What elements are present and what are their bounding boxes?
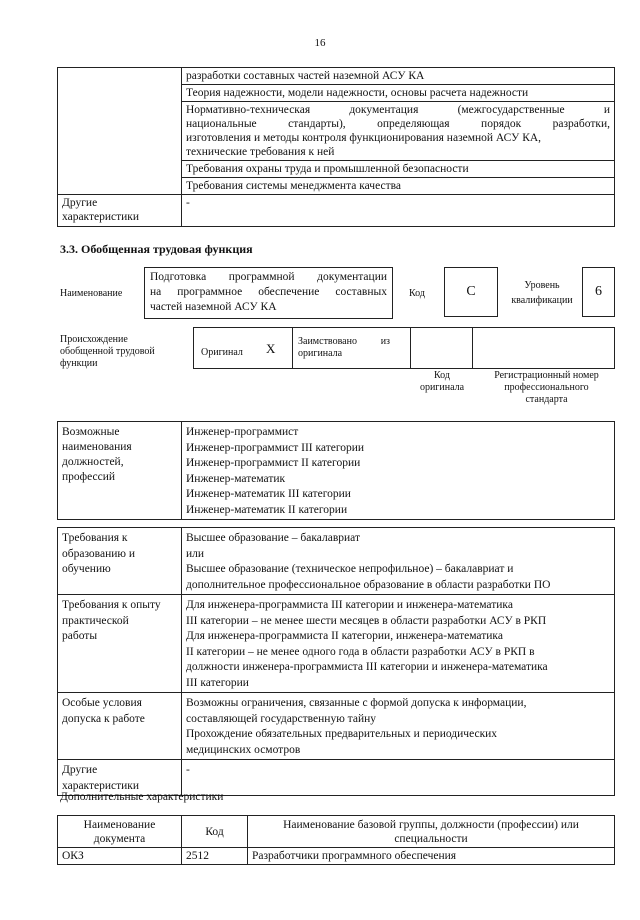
special-conditions-value: Возможны ограничения, связанные с формой допуска к информации, составляющей государственную тайну Прохождение обязательных предварительных и периодических медицинских осмотров xyxy=(182,693,615,760)
borrowed-label: Заимствовано из оригинала xyxy=(298,336,390,359)
knowledge-item: Теория надежности, модели надежности, основы расчета надежности xyxy=(182,85,614,102)
code-label: Код xyxy=(409,288,425,299)
knowledge-table xyxy=(57,67,615,227)
education-value: Высшее образование – бакалавриат или Высшее образование (техническое непрофильное) – бакалавриат и дополнительное профессиональное образование в области разработки ПО xyxy=(182,528,615,595)
section-heading: 3.3. Обобщенная трудовая функция xyxy=(60,242,253,256)
header-group-name: Наименование базовой группы, должности (профессии) или специальности xyxy=(248,816,615,848)
positions-label: Возможные наименования должностей, профессий xyxy=(58,422,182,520)
qualification-level-box: 6 xyxy=(582,267,615,317)
name-label: Наименование xyxy=(60,288,123,299)
origin-label: Происхождение обобщенной трудовой функции xyxy=(60,334,155,369)
cell-document: ОКЗ xyxy=(58,848,182,865)
position-item: Инженер-программист xyxy=(186,426,299,438)
header-code: Код xyxy=(182,816,248,848)
positions-list xyxy=(182,422,615,520)
other-label: Другие характеристики xyxy=(58,760,182,796)
knowledge-item: Требования системы менеджмента качества xyxy=(186,180,401,192)
table-row xyxy=(58,848,615,865)
education-label: Требования к образованию и обучению xyxy=(58,528,182,595)
page-number: 16 xyxy=(314,37,326,49)
other-value: - xyxy=(182,760,615,796)
origin-table xyxy=(193,327,615,369)
code-value-box: C xyxy=(444,267,498,317)
other-characteristics-label: Другие характеристики xyxy=(58,195,182,227)
knowledge-items-cell xyxy=(182,68,615,195)
function-name-box: Подготовка программной документации на программное обеспечение составных частей наземной АСУ КА xyxy=(144,267,393,319)
original-mark: X xyxy=(266,341,276,356)
cell-group-name: Разработчики программного обеспечения xyxy=(248,848,615,865)
code-original-caption: Код оригинала xyxy=(419,370,465,393)
position-item: Инженер-математик xyxy=(186,472,286,485)
position-item: Инженер-математик III категории xyxy=(186,488,351,500)
knowledge-item: разработки составных частей наземной АСУ КА xyxy=(182,68,614,85)
knowledge-item: Нормативно-техническая документация (межгосударственные и национальные стандарты), определяющая порядок разработки, изготовления и методы контроля функционирования наземной АСУ КА, технические требования к ней xyxy=(182,102,614,161)
reg-number-caption: Регистрационный номер профессионального стандарта xyxy=(494,370,599,405)
special-conditions-label: Особые условия допуска к работе xyxy=(58,693,182,760)
original-label: Оригинал xyxy=(201,347,243,358)
other-characteristics-value: - xyxy=(182,195,615,227)
knowledge-label-cell xyxy=(58,68,182,195)
header-document: Наименование документа xyxy=(58,816,182,848)
cell-code: 2512 xyxy=(182,848,248,865)
positions-table xyxy=(57,421,615,520)
knowledge-item: Требования охраны труда и промышленной безопасности xyxy=(182,161,614,178)
additional-title: Дополнительные характеристики xyxy=(60,791,224,803)
qualification-level-label: Уровень квалификации xyxy=(511,280,573,306)
position-item: Инженер-математик II категории xyxy=(186,503,348,516)
experience-value: Для инженера-программиста III категории и инженера-математика III категории – не менее шести месяцев в области разработки АСУ в РКП Для инженера-программиста II категории, инженера-математика II категории – не менее одного года в области разработки АСУ в РКП в должности инженера-программиста III категории и инженера-математика III категории xyxy=(182,595,615,693)
experience-label: Требования к опыту практической работы xyxy=(58,595,182,693)
position-item: Инженер-программист II категории xyxy=(186,457,361,469)
additional-table xyxy=(57,815,615,865)
position-item: Инженер-программист III категории xyxy=(186,441,365,454)
requirements-table xyxy=(57,527,615,796)
